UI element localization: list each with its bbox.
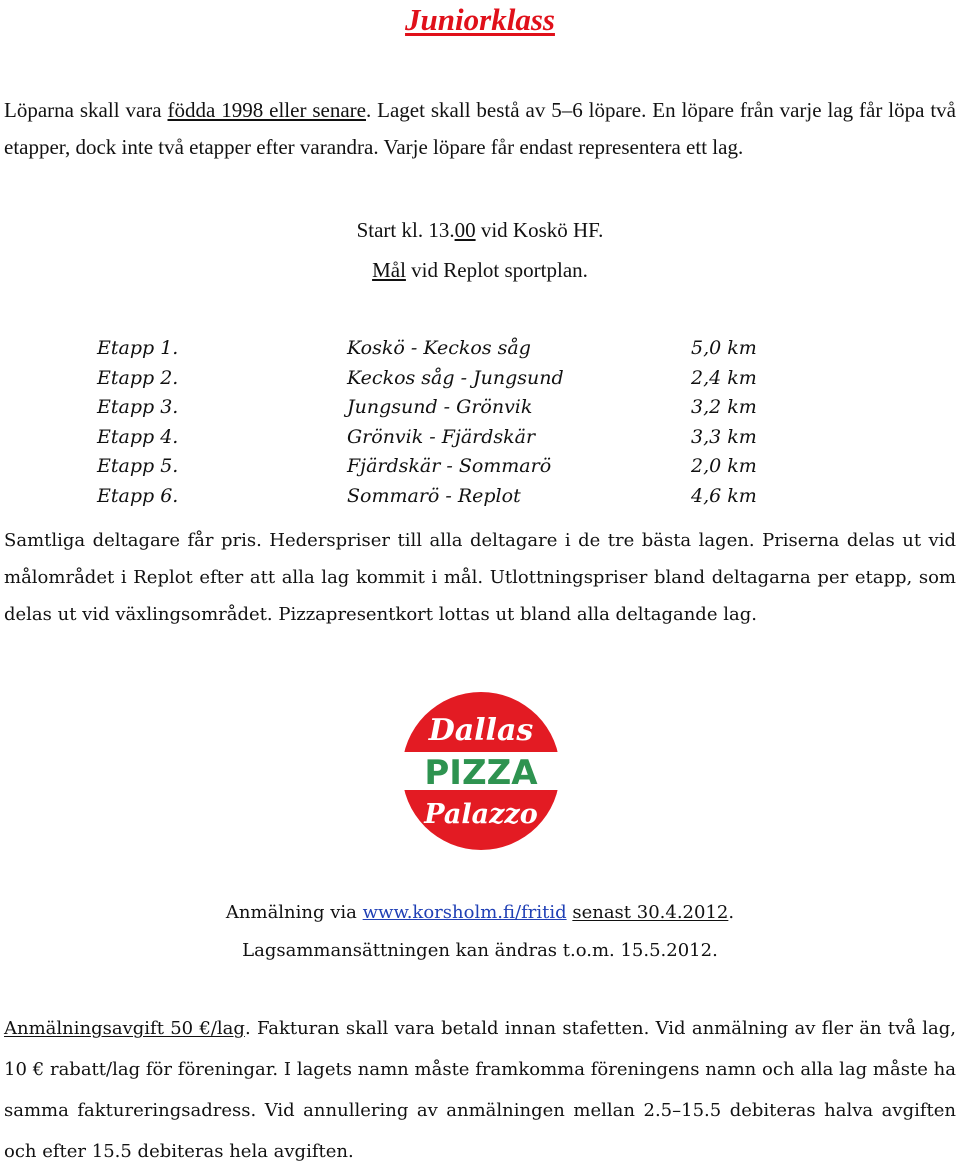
stage-route: Jungsund - Grönvik	[347, 396, 533, 418]
stage-label: Etapp 2.	[97, 367, 179, 389]
stage-route: Sommarö - Replot	[347, 485, 521, 507]
stage-route: Fjärdskär - Sommarö	[347, 455, 552, 477]
title-text: Juniorklass	[405, 2, 555, 37]
stage-label: Etapp 4.	[97, 426, 179, 448]
registration-deadline: senast 30.4.2012	[572, 902, 729, 923]
stage-row	[97, 364, 857, 392]
registration-link[interactable]: www.korsholm.fi/fritid	[362, 902, 567, 923]
stage-label: Etapp 6.	[97, 485, 179, 507]
stage-route: Koskö - Keckos såg	[347, 337, 531, 359]
stage-row	[97, 452, 857, 480]
stage-row	[97, 423, 857, 451]
logo-text-dallas: Dallas	[428, 713, 534, 748]
logo-text-pizza: PIZZA	[424, 753, 538, 793]
finish-line: Mål vid Replot sportplan.	[372, 258, 588, 282]
registration-line: Anmälning via www.korsholm.fi/fritid senast 30.4.2012.	[225, 902, 735, 923]
stage-row	[97, 393, 857, 421]
age-requirement: födda 1998 eller senare	[167, 98, 366, 122]
stage-distance: 5,0 km	[691, 337, 757, 359]
stage-row	[97, 482, 857, 510]
stage-distance: 2,0 km	[691, 455, 757, 477]
stage-route: Keckos såg - Jungsund	[347, 367, 564, 389]
fee-paragraph: Anmälningsavgift 50 €/lag. Fakturan skall vara betald innan stafetten. Vid anmälning av fler än två lag, 10 € rabatt/lag för föreningar. I lagets namn måste framkomma föreningens namn och alla lag måste ha samma faktureringsadress. Vid annullering av anmälningen mellan 2.5–15.5 debiteras halva avgiften och efter 15.5 debiteras hela avgiften.	[4, 1018, 956, 1162]
stage-distance: 4,6 km	[691, 485, 757, 507]
dallas-pizza-palazzo-logo	[400, 690, 562, 852]
stage-distance: 2,4 km	[691, 367, 757, 389]
stage-label: Etapp 5.	[97, 455, 179, 477]
page-title	[0, 0, 960, 40]
stage-label: Etapp 3.	[97, 396, 179, 418]
stage-row	[97, 334, 857, 362]
team-change-line: Lagsammansättningen kan ändras t.o.m. 15.5.2012.	[242, 940, 718, 961]
intro-paragraph: Löparna skall vara födda 1998 eller senare. Laget skall bestå av 5–6 löpare. En löpare från varje lag får löpa två etapper, dock inte två etapper efter varandra. Varje löpare får endast representera ett lag.	[4, 98, 956, 159]
fee-amount: Anmälningsavgift 50 €/lag	[4, 1018, 245, 1039]
stage-label: Etapp 1.	[97, 337, 179, 359]
stage-distance: 3,2 km	[691, 396, 757, 418]
start-line: Start kl. 13.00 vid Koskö HF.	[356, 218, 604, 242]
prizes-paragraph: Samtliga deltagare får pris. Hederspriser till alla deltagare i de tre bästa lagen. Priserna delas ut vid målområdet i Replot efter att alla lag kommit i mål. Utlottningspriser bland deltagarna per etapp, som delas ut vid växlingsområdet. Pizzapresentkort lottas ut bland alla deltagande lag.	[4, 530, 956, 625]
logo-text-palazzo: Palazzo	[424, 799, 538, 830]
stage-route: Grönvik - Fjärdskär	[347, 426, 536, 448]
stage-distance: 3,3 km	[691, 426, 757, 448]
